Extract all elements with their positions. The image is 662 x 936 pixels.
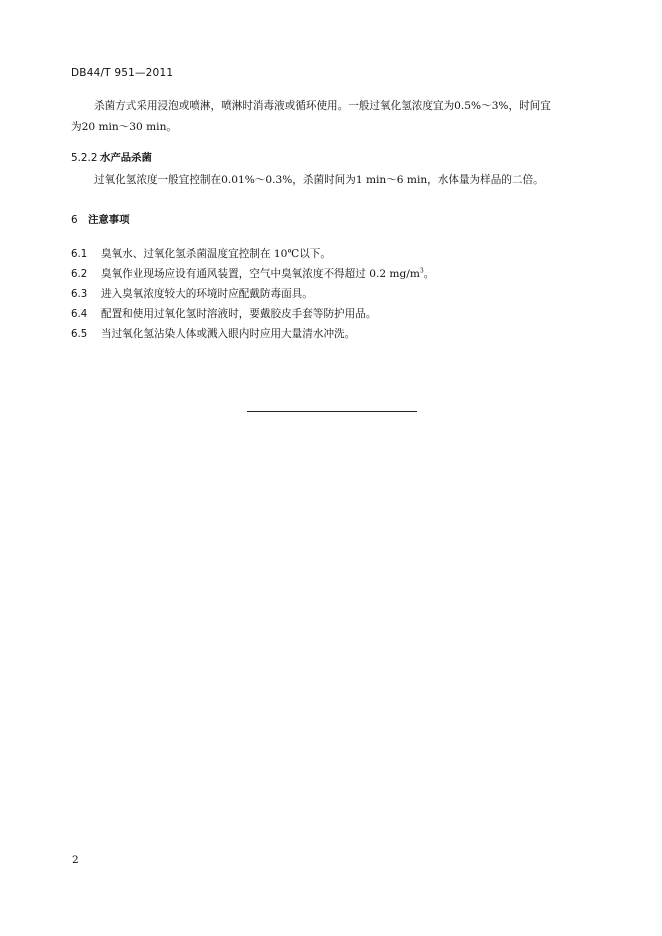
list-item-6-5 xyxy=(71,326,355,341)
item-text: 臭氧水、过氧化氢杀菌温度宜控制在 10℃以下。 xyxy=(101,248,331,260)
item-number: 6.3 xyxy=(71,289,88,300)
item-text: 进入臭氧浓度较大的环境时应配戴防毒面具。 xyxy=(101,288,313,300)
item-text: 臭氧作业现场应设有通风装置，空气中臭氧浓度不得超过 0.2 mg/m xyxy=(101,268,420,280)
paragraph-aquatic-sterilization xyxy=(71,170,591,191)
section-number: 6 xyxy=(71,214,78,226)
list-item-6-1 xyxy=(71,246,331,261)
item-text: 配置和使用过氧化氢时溶液时，要戴胶皮手套等防护用品。 xyxy=(101,308,377,320)
section-heading-5-2-2 xyxy=(71,149,152,164)
superscript: 3 xyxy=(419,267,424,275)
item-number: 6.5 xyxy=(71,329,88,340)
paragraph-sterilization-method-cont xyxy=(71,117,591,138)
item-number: 6.1 xyxy=(71,249,88,260)
paragraph-line: 过氧化氢浓度一般宜控制在0.01%～0.3%，杀菌时间为1 min～6 min，水体量为样品的二倍。 xyxy=(94,174,544,186)
list-item-6-3 xyxy=(71,286,313,301)
page-number: 2 xyxy=(72,854,79,866)
document-code-header: DB44/T 951—2011 xyxy=(71,67,174,79)
item-text-end: 。 xyxy=(423,268,435,280)
section-title: 注意事项 xyxy=(88,214,130,226)
item-number: 6.4 xyxy=(71,309,88,320)
section-title: 水产品杀菌 xyxy=(100,152,152,164)
section-number: 5.2.2 xyxy=(71,152,98,164)
item-number: 6.2 xyxy=(71,269,88,280)
item-text: 当过氧化氢沾染人体或溅入眼内时应用大量清水冲洗。 xyxy=(101,328,356,340)
list-item-6-2 xyxy=(71,266,434,281)
section-heading-6 xyxy=(71,211,130,226)
paragraph-line: 为20 min～30 min。 xyxy=(71,121,177,133)
end-of-document-rule xyxy=(247,411,417,412)
paragraph-line: 杀菌方式采用浸泡或喷淋，喷淋时消毒液或循环使用。一般过氧化氢浓度宜为0.5%～3%，时间宜 xyxy=(94,100,551,112)
list-item-6-4 xyxy=(71,306,376,321)
paragraph-sterilization-method xyxy=(71,96,591,117)
